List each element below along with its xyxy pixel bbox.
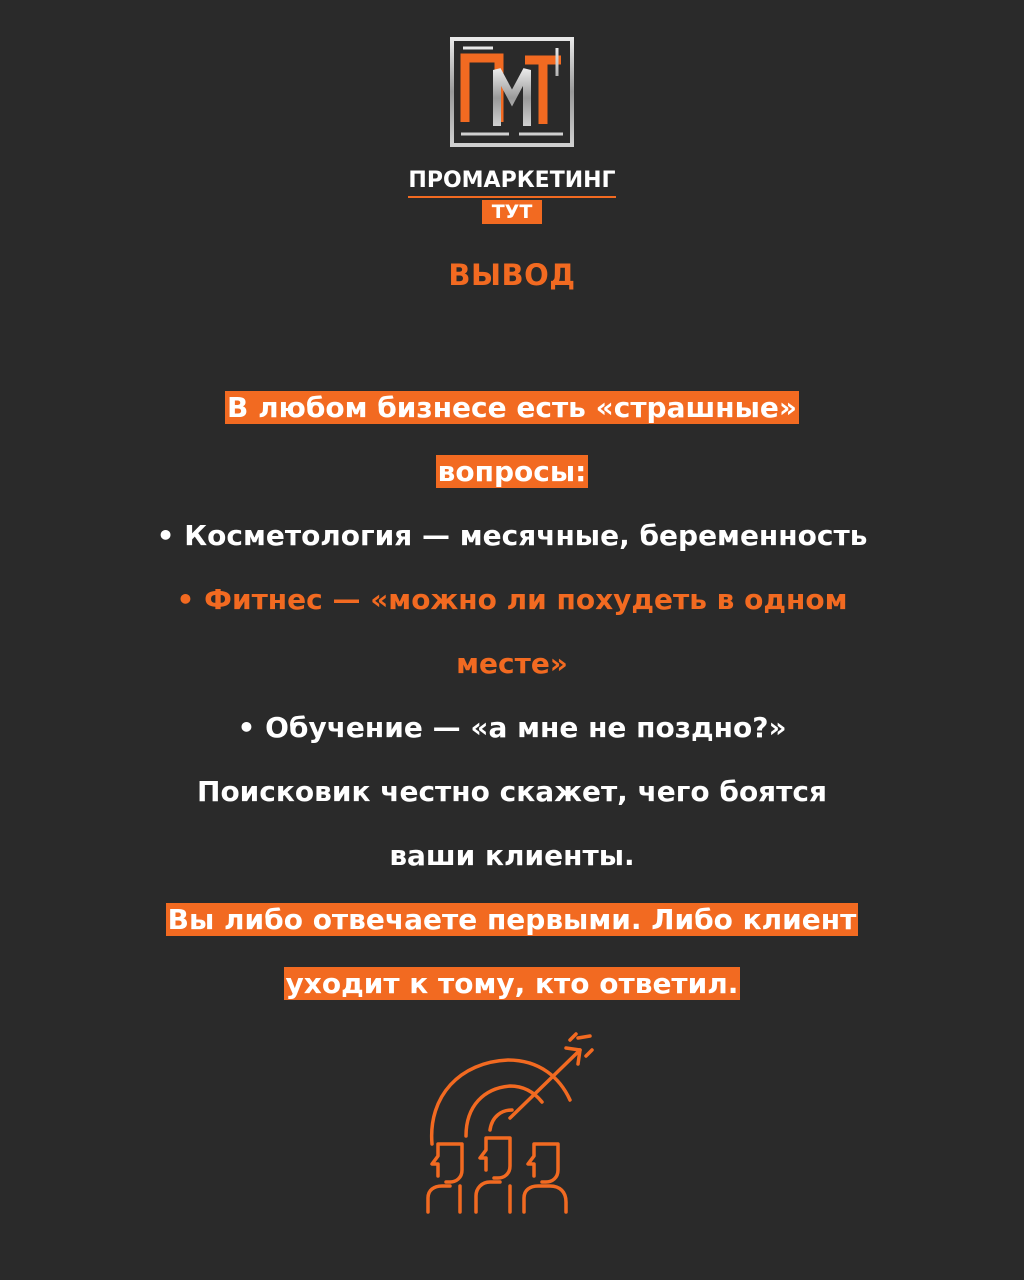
bullet-cosmetology: • Косметология — месячные, беременность — [156, 519, 868, 552]
highlight-text: вопросы: — [437, 455, 587, 488]
highlight-text: уходит к тому, кто ответил. — [285, 967, 739, 1000]
brand-logo — [0, 36, 1024, 224]
statement-line-1: Поисковик честно скажет, чего боятся — [197, 775, 827, 808]
intro-line-2 — [0, 440, 1024, 504]
intro-line-1 — [0, 376, 1024, 440]
highlight-text: Вы либо отвечаете первыми. Либо клиент — [167, 903, 857, 936]
pmt-logo-icon — [449, 36, 575, 148]
conclusion-line-2 — [0, 952, 1024, 1016]
bullet-education: • Обучение — «а мне не поздно?» — [237, 711, 787, 744]
page-title: ВЫВОД — [448, 258, 576, 292]
statement-line-2: ваши клиенты. — [389, 839, 635, 872]
brand-tag: ТУТ — [482, 200, 543, 224]
bullet-fitness-line-1: • Фитнес — «можно ли похудеть в одном — [176, 583, 848, 616]
conclusion-line-1 — [0, 888, 1024, 952]
bullet-fitness-line-2: месте» — [456, 647, 568, 680]
main-content — [0, 376, 1024, 1016]
highlight-text: В любом бизнесе есть «страшные» — [227, 391, 797, 424]
target-audience-icon — [410, 1026, 610, 1226]
brand-name: ПРОМАРКЕТИНГ — [408, 168, 616, 193]
